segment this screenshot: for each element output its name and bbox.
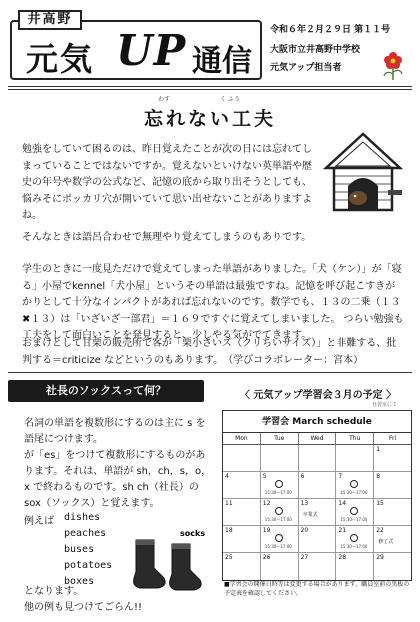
example-word: buses: [64, 544, 95, 555]
example-word: boxes: [64, 576, 95, 587]
ruby-kufuu: く ふう: [220, 96, 240, 103]
session-mark-icon: [350, 534, 358, 542]
example-label: 例えば: [24, 516, 54, 527]
example-word: potatoes: [64, 560, 113, 571]
calendar-day: 20: [299, 526, 337, 553]
calendar-day: 11: [223, 499, 261, 526]
march-calendar: [222, 410, 412, 581]
calendar-day: [223, 445, 261, 472]
title-up: UP: [116, 26, 187, 75]
calendar-day: [336, 445, 374, 472]
calendar-day: 6: [299, 472, 337, 499]
weekday-label: Tue: [261, 433, 299, 445]
calendar-week: [223, 472, 411, 499]
doghouse-icon: [318, 128, 408, 218]
session-mark-icon: [350, 480, 358, 488]
calendar-day: 14 15:30〜17:00: [336, 499, 374, 526]
article-paragraph-1: 勉強をしていて困るのは、昨日覚えたことが次の日には忘れてしまっていることではないですか。覚えないといけない英単語や歴史の年号や数学の公式など、記憶の底から取り出そうとしても、悩みそにポッカリ穴が開いていて思い出せないことがありますよね。: [22, 144, 312, 221]
calendar-day: 4: [223, 472, 261, 499]
staff-name: 元気アップ担当者: [270, 63, 342, 73]
calendar-day: 26: [261, 553, 299, 580]
calendar-week: [223, 445, 411, 472]
school-tag: 井高野: [18, 10, 82, 30]
event-label: 卒業式: [302, 512, 318, 518]
socks-line-4: ります。それは、単語が sh，ch，s，o，: [24, 466, 212, 477]
title-genki: 元気: [26, 40, 95, 78]
article-heading: 忘れない工夫: [143, 108, 276, 130]
article-paragraph-4: おまけとして甘栗の販売所で客が「栗小さいズ（クリちいサイズ）」と非難する、批判する＝criticize などというのもあります。 （学びコラボレーター：宮本）: [22, 338, 397, 366]
calendar-day: 12 15:30〜17:00: [261, 499, 299, 526]
socks-line-8: 他の例も見つけてごらん!!: [24, 602, 143, 613]
calendar-week: [223, 553, 411, 580]
example-word: dishes: [64, 512, 101, 523]
socks-label: socks: [180, 529, 206, 538]
socks-line-5: x で終わるものです。sh ch（社長）の: [24, 482, 199, 493]
calendar-day: 13 卒業式: [299, 499, 337, 526]
weekday-label: Fri: [374, 433, 411, 445]
calendar-day: 28: [336, 553, 374, 580]
issue-info: [270, 20, 410, 80]
calendar-day: 22 修了式: [374, 526, 411, 553]
example-word: peaches: [64, 528, 107, 539]
school-name: 大阪市立井高野中学校: [270, 45, 361, 55]
header-divider-2: [8, 89, 412, 90]
calendar-day: 27: [299, 553, 337, 580]
calendar-footnote: ■学習会の開催日時等は変更する場合があります。職員室前の黒板の予定表を確認してください。: [224, 581, 410, 597]
socks-line-6: sox（ソックス）と覚えます。: [24, 498, 160, 509]
session-mark-icon: [275, 480, 283, 488]
calendar-day: 8: [374, 472, 411, 499]
title-tsushin: 通信: [192, 44, 252, 79]
calendar-day: 25: [223, 553, 261, 580]
calendar-day: 18: [223, 526, 261, 553]
event-label: 修了式: [378, 539, 394, 545]
socks-line-1: 名詞の単語を複数形にするのは主に s を: [24, 418, 206, 429]
calendar-day: 15: [374, 499, 411, 526]
session-mark-icon: [275, 507, 283, 515]
issue-date: 令和６年２月２９日 第１１号: [270, 25, 391, 35]
weekday-label: Thu: [336, 433, 374, 445]
header-divider: [8, 86, 412, 87]
article-paragraph-3: 学生のときに一度見ただけで覚えてしまった単語がありました。「犬（ケン）」が「寝る」小屋でkennel「犬小屋」というその単語は最強ですね。記憶を呼び起こすきがかりとして十分なインパクトがあれば忘れないのです。数学でも、１３の二乗（１３✖１３）は「いざいざ一部君」＝１６９ですぐに覚えてしまいました。 つらい勉強も工夫をして面白いことを発見すると、少しやる気がでてきます。: [22, 264, 404, 341]
calendar-day: 5 15:30〜17:00: [261, 472, 299, 499]
socks-line-2: 語尾につけます。: [24, 434, 103, 445]
ruby-wasu: わす: [158, 96, 171, 103]
socks-section-title: 社長のソックスって何？: [8, 380, 204, 402]
study-section-title: 〈 元気アップ学習会３月の予定 〉: [239, 390, 397, 401]
calendar-week: [223, 499, 411, 526]
article-paragraph-2: そんなときは語呂合わせで無理やり覚えてしまうのもありです。: [22, 232, 312, 243]
calendar-day: [261, 445, 299, 472]
section-divider: [8, 372, 412, 373]
calendar-weekday-header: [223, 433, 411, 445]
calendar-day: 1: [374, 445, 411, 472]
socks-icon: [128, 526, 212, 594]
calendar-day: 19 15:30〜17:00: [261, 526, 299, 553]
calendar-week: [223, 526, 411, 553]
calendar-day: 21 15:30〜17:00: [336, 526, 374, 553]
calendar-day: [299, 445, 337, 472]
session-mark-icon: [275, 534, 283, 542]
socks-line-3: が「es」をつけて複数形にするものがあ: [24, 450, 206, 461]
calendar-day: 29: [376, 554, 384, 561]
socks-line-7: となります。: [24, 586, 84, 597]
calendar-title: 学習会 March schedule: [223, 411, 411, 433]
session-mark-icon: [350, 507, 358, 515]
weekday-label: Mon: [223, 433, 261, 445]
header: [8, 6, 412, 84]
calendar-day: 7 15:30〜17:00: [336, 472, 374, 499]
flower-icon: [378, 50, 408, 80]
calendar-location-note: 自習室にて: [372, 402, 398, 408]
weekday-label: Wed: [299, 433, 337, 445]
